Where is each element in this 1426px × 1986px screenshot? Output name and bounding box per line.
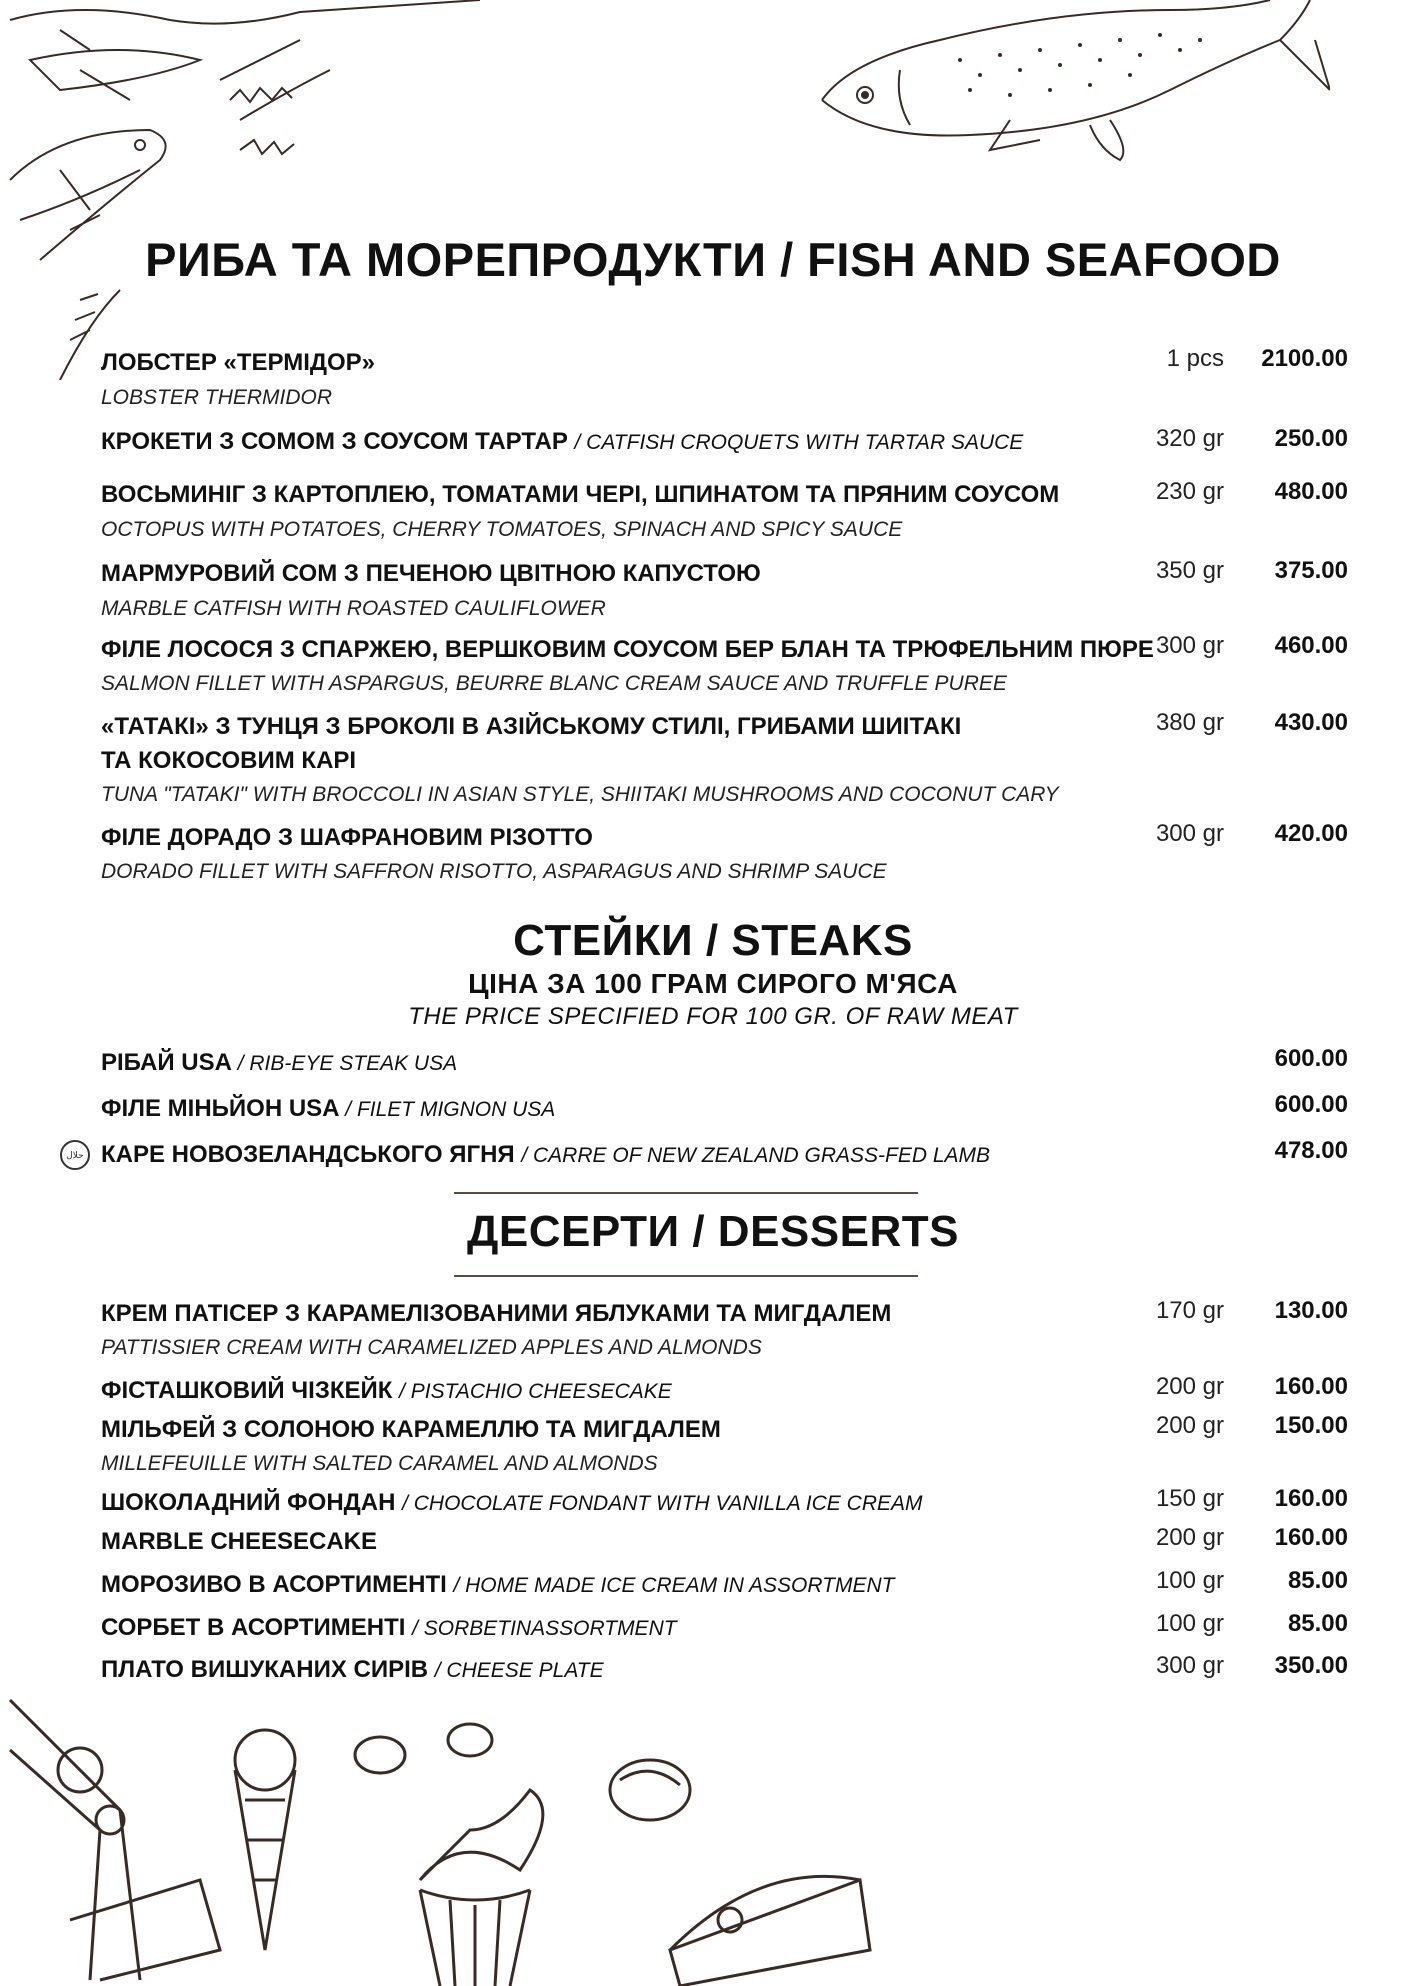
item-name-en: PATTISSIER CREAM WITH CARAMELIZED APPLES AND ALMONDS (101, 1336, 762, 1359)
item-name (101, 1377, 672, 1405)
desserts-sketch-illustration (0, 1690, 900, 1986)
item-name-en: MARBLE CATFISH WITH ROASTED CAULIFLOWER (101, 597, 606, 620)
item-price: 420.00 (1274, 820, 1348, 847)
item-weight: 200 gr (1155, 1524, 1224, 1551)
desserts-top-divider (454, 1192, 918, 1194)
item-weight: 100 gr (1155, 1567, 1224, 1594)
item-name-ua: ФІСТАШКОВИЙ ЧІЗКЕЙК (101, 1377, 393, 1404)
item-name: ФІЛЕ ДОРАДО З ШАФРАНОВИМ РІЗОТТО (101, 824, 593, 851)
item-price: 430.00 (1274, 709, 1348, 736)
item-weight: 200 gr (1155, 1412, 1224, 1439)
item-weight: 1 pcs (1166, 345, 1224, 372)
item-name-en: LOBSTER THERMIDOR (101, 386, 333, 409)
swordfish-sketch-illustration (0, 0, 520, 380)
item-price: 160.00 (1274, 1485, 1348, 1512)
item-name-ua: ПЛАТО ВИШУКАНИХ СИРІВ (101, 1656, 429, 1683)
item-price: 85.00 (1287, 1610, 1348, 1637)
trout-sketch-illustration (810, 0, 1330, 165)
steaks-subtitle-ua: ЦІНА ЗА 100 ГРАМ СИРОГО М'ЯСА (468, 968, 958, 999)
item-name-ua: РІБАЙ USA (101, 1049, 232, 1076)
item-name-en: / CHOCOLATE FONDANT WITH VANILLA ICE CREAM (402, 1492, 923, 1515)
item-weight: 200 gr (1155, 1373, 1224, 1400)
item-name-en: / SORBETINASSORTMENT (412, 1617, 677, 1640)
item-name-ua: КРОКЕТИ З СОМОМ З СОУСОМ ТАРТАР (101, 428, 568, 455)
item-name (101, 1489, 923, 1517)
item-name-en: / CATFISH CROQUETS WITH TARTAR SAUCE (574, 431, 1024, 454)
halal-badge-icon: حلال (60, 1140, 90, 1170)
item-name-en: SALMON FILLET WITH ASPARGUS, BEURRE BLANC CREAM SAUCE AND TRUFFLE PUREE (101, 672, 1007, 695)
item-price: 600.00 (1274, 1045, 1348, 1072)
desserts-bottom-divider (454, 1275, 918, 1277)
item-name: МІЛЬФЕЙ З СОЛОНОЮ КАРАМЕЛЛЮ ТА МИГДАЛЕМ (101, 1416, 721, 1443)
item-name-en: / CHEESE PLATE (434, 1659, 604, 1682)
item-weight: 300 gr (1155, 632, 1224, 659)
item-name (101, 1571, 895, 1599)
item-weight: 350 gr (1155, 557, 1224, 584)
item-price: 480.00 (1274, 478, 1348, 505)
item-name-en: MILLEFEUILLE WITH SALTED CARAMEL AND ALMONDS (101, 1452, 658, 1475)
item-weight: 150 gr (1155, 1485, 1224, 1512)
item-name: МАРМУРОВИЙ СОМ З ПЕЧЕНОЮ ЦВІТНОЮ КАПУСТОЮ (101, 560, 761, 587)
item-price: 250.00 (1274, 425, 1348, 452)
item-weight: 230 gr (1155, 478, 1224, 505)
item-name-ua: ФІЛЕ МІНЬЙОН USA (101, 1095, 339, 1122)
item-name (101, 1049, 457, 1077)
item-name-en: / FILET MIGNON USA (345, 1098, 556, 1121)
item-weight: 170 gr (1155, 1297, 1224, 1324)
item-name: ЛОБСТЕР «ТЕРМІДОР» (101, 349, 376, 376)
item-name: «ТАТАКІ» З ТУНЦЯ З БРОКОЛІ В АЗІЙСЬКОМУ СТИЛІ, ГРИБАМИ ШИІТАКІ (101, 713, 962, 740)
item-price: 130.00 (1274, 1297, 1348, 1324)
item-price: 460.00 (1274, 632, 1348, 659)
item-name-en: / RIB-EYE STEAK USA (237, 1052, 458, 1075)
item-name (101, 1141, 990, 1169)
item-name: ФІЛЕ ЛОСОСЯ З СПАРЖЕЮ, ВЕРШКОВИМ СОУСОМ БЕР БЛАН ТА ТРЮФЕЛЬНИМ ПЮРЕ (101, 636, 1154, 663)
item-weight: 300 gr (1155, 1652, 1224, 1679)
item-name-en: / HOME MADE ICE CREAM IN ASSORTMENT (453, 1574, 895, 1597)
steaks-section-title: СТЕЙКИ / STEAKS (513, 916, 913, 965)
item-name (101, 428, 1023, 456)
item-weight: 320 gr (1155, 425, 1224, 452)
item-name: ВОСЬМИНІГ З КАРТОПЛЕЮ, ТОМАТАМИ ЧЕРІ, ШПИНАТОМ ТА ПРЯНИМ СОУСОМ (101, 481, 1060, 508)
item-price: 160.00 (1274, 1373, 1348, 1400)
item-price: 478.00 (1274, 1137, 1348, 1164)
item-name-ua: ШОКОЛАДНИЙ ФОНДАН (101, 1489, 396, 1516)
item-price: 350.00 (1274, 1652, 1348, 1679)
item-name-en: DORADO FILLET WITH SAFFRON RISOTTO, ASPARAGUS AND SHRIMP SAUCE (101, 860, 887, 883)
item-name-line2: ТА КОКОСОВИМ КАРІ (101, 747, 357, 774)
item-name-en: OCTOPUS WITH POTATOES, CHERRY TOMATOES, SPINACH AND SPICY SAUCE (101, 518, 903, 541)
item-name-ua: МОРОЗИВО В АСОРТИМЕНТІ (101, 1571, 447, 1598)
item-weight: 300 gr (1155, 820, 1224, 847)
item-name (101, 1095, 555, 1123)
item-name-en: / CARRE OF NEW ZEALAND GRASS-FED LAMB (521, 1144, 991, 1167)
item-price: 375.00 (1274, 557, 1348, 584)
item-name (101, 1614, 677, 1642)
item-weight: 100 gr (1155, 1610, 1224, 1637)
item-price: 85.00 (1287, 1567, 1348, 1594)
item-name-en: TUNA "TATAKI" WITH BROCCOLI IN ASIAN STYLE, SHIITAKI MUSHROOMS AND COCONUT CARY (101, 783, 1059, 806)
item-name-ua: КАРЕ НОВОЗЕЛАНДСЬКОГО ЯГНЯ (101, 1141, 515, 1168)
item-name: КРЕМ ПАТІСЕР З КАРАМЕЛІЗОВАНИМИ ЯБЛУКАМИ ТА МИГДАЛЕМ (101, 1300, 892, 1327)
item-name (101, 1656, 604, 1684)
item-price: 600.00 (1274, 1091, 1348, 1118)
fish-section-title: РИБА ТА МОРЕПРОДУКТИ / FISH AND SEAFOOD (145, 233, 1281, 286)
steaks-subtitle-en: THE PRICE SPECIFIED FOR 100 GR. OF RAW MEAT (408, 1003, 1018, 1030)
item-price: 160.00 (1274, 1524, 1348, 1551)
item-name-ua: СОРБЕТ В АСОРТИМЕНТІ (101, 1614, 406, 1641)
item-price: 150.00 (1274, 1412, 1348, 1439)
item-weight: 380 gr (1155, 709, 1224, 736)
item-price: 2100.00 (1261, 345, 1348, 372)
item-name: MARBLE CHEESECAKE (101, 1528, 378, 1555)
desserts-section-title: ДЕСЕРТИ / DESSERTS (467, 1207, 959, 1256)
item-name-en: / PISTACHIO CHEESECAKE (399, 1380, 672, 1403)
